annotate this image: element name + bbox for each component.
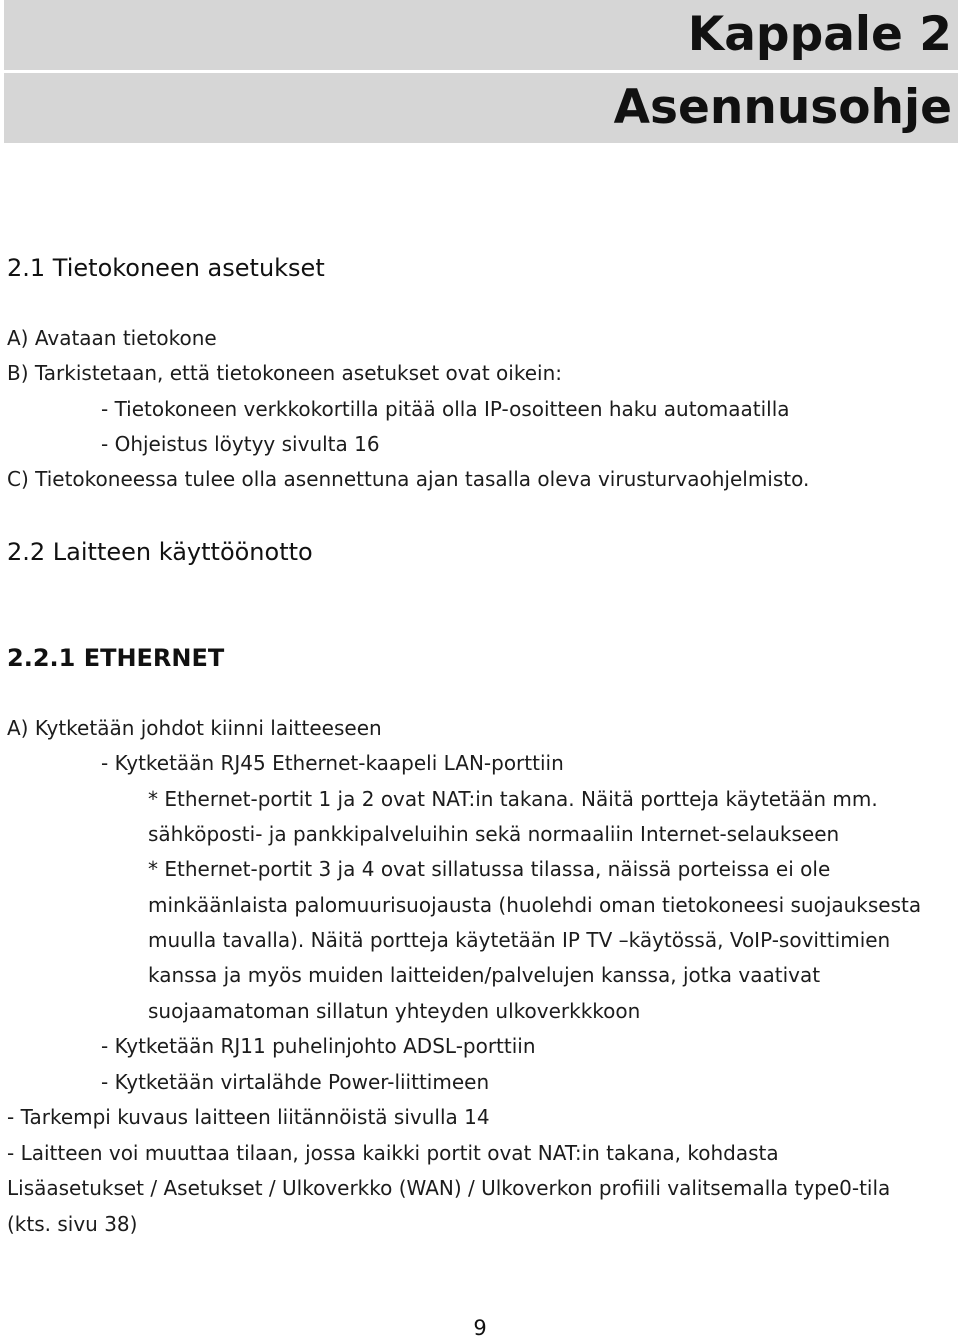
body-line: - Kytketään RJ11 puhelinjohto ADSL-porttiin (101, 1034, 536, 1058)
body-line: C) Tietokoneessa tulee olla asennettuna ajan tasalla oleva virusturvaohjelmisto. (7, 467, 810, 491)
page-number: 9 (473, 1316, 487, 1340)
section-heading-2-2-1: 2.2.1 ETHERNET (7, 644, 225, 672)
body-line: Lisäasetukset / Asetukset / Ulkoverkko (WAN) / Ulkoverkon profiili valitsemalla type0-tila (7, 1176, 891, 1200)
body-line: - Ohjeistus löytyy sivulta 16 (101, 432, 380, 456)
body-line: (kts. sivu 38) (7, 1212, 138, 1236)
body-line: - Kytketään RJ45 Ethernet-kaapeli LAN-porttiin (101, 751, 564, 775)
body-line: kanssa ja myös muiden laitteiden/palvelujen kanssa, jotka vaativat (148, 963, 821, 987)
body-line: minkäänlaista palomuurisuojausta (huolehdi oman tietokoneesi suojauksesta (148, 893, 922, 917)
body-line: - Tietokoneen verkkokortilla pitää olla IP-osoitteen haku automaatilla (101, 397, 790, 421)
body-line: A) Kytketään johdot kiinni laitteeseen (7, 716, 382, 740)
body-line: - Kytketään virtalähde Power-liittimeen (101, 1070, 490, 1094)
body-line: - Laitteen voi muuttaa tilaan, jossa kaikki portit ovat NAT:in takana, kohdasta (7, 1141, 779, 1165)
body-line: muulla tavalla). Näitä portteja käytetään IP TV –käytössä, VoIP-sovittimien (148, 928, 891, 952)
body-line: B) Tarkistetaan, että tietokoneen asetukset ovat oikein: (7, 361, 562, 385)
chapter-number: Kappale 2 (687, 7, 952, 62)
section-heading-2-2: 2.2 Laitteen käyttöönotto (7, 538, 313, 566)
body-line: suojaamatoman sillatun yhteyden ulkoverkkkoon (148, 999, 641, 1023)
body-line: * Ethernet-portit 1 ja 2 ovat NAT:in takana. Näitä portteja käytetään mm. (148, 787, 878, 811)
chapter-title: Asennusohje (613, 80, 952, 135)
body-line: sähköposti- ja pankkipalveluihin sekä normaaliin Internet-selaukseen (148, 822, 840, 846)
body-line: A) Avataan tietokone (7, 326, 217, 350)
section-heading-2-1: 2.1 Tietokoneen asetukset (7, 254, 325, 282)
body-line: - Tarkempi kuvaus laitteen liitännöistä sivulla 14 (7, 1105, 490, 1129)
body-line: * Ethernet-portit 3 ja 4 ovat sillatussa tilassa, näissä porteissa ei ole (148, 857, 831, 881)
